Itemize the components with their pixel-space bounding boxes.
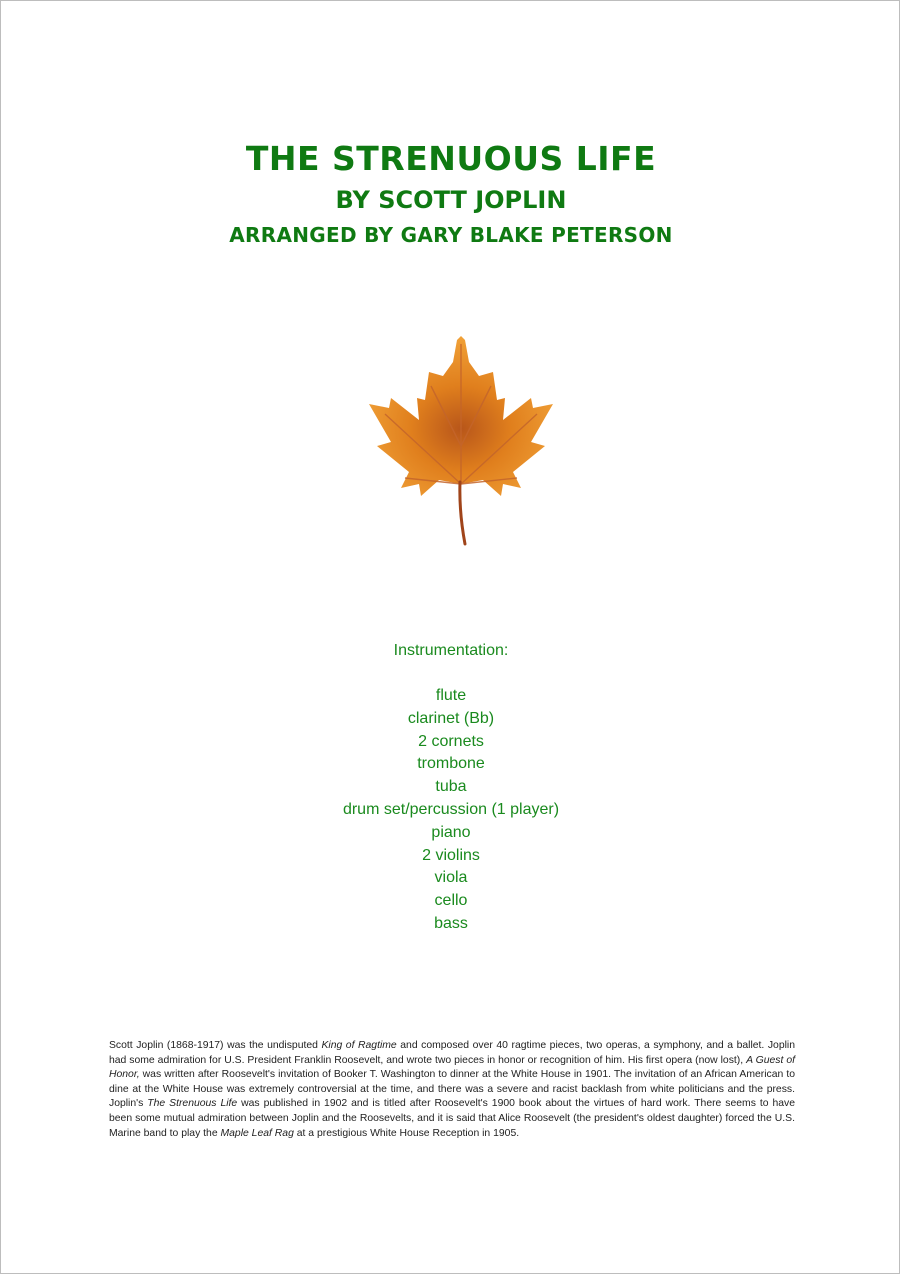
bio-text: was written after Roosevelt's invitation of Booker T. Washington to dinner at the White House in 1901. The invitation of an African American to dine at the White House was extremely controversial at the time, and there was a severe and racist backlash from white politicians and the press. Joplin's [109, 1069, 795, 1110]
bio-italic-guest-of-honor: A Guest of Honor, [109, 1054, 795, 1081]
composer-biography [109, 1039, 795, 1141]
instrument-item: cello [434, 892, 468, 910]
instrumentation-list [1, 685, 900, 936]
instrument-item: flute [435, 687, 467, 704]
composer-line: BY SCOTT JOPLIN [335, 186, 567, 214]
instrument-item: 2 cornets [418, 732, 484, 750]
instrument-item: bass [434, 914, 468, 932]
bio-text: at a prestigious White House Reception in 1905. [293, 1127, 520, 1139]
bio-italic-maple-leaf-rag: Maple Leaf Rag [220, 1127, 294, 1139]
bio-italic-king-of-ragtime: King of Ragtime [321, 1040, 397, 1051]
piece-title: THE STRENUOUS LIFE [245, 139, 657, 178]
bio-text: Scott Joplin (1868-1917) was the undisputed [109, 1040, 322, 1051]
arranger-line: ARRANGED BY GARY BLAKE PETERSON [229, 223, 673, 247]
bio-italic-strenuous-life: The Strenuous Life [147, 1098, 238, 1110]
instrument-item: piano [431, 823, 471, 841]
leaf-stem [460, 482, 465, 544]
instrument-item: trombone [417, 755, 485, 773]
instrument-item: tuba [435, 778, 467, 796]
instrument-item: drum set/percussion (1 player) [342, 800, 560, 818]
bio-text: and composed over 40 ragtime pieces, two operas, a symphony, and a ballet. Joplin had some admiration for U.S. President Franklin Roosevelt, and wrote two pieces in honor or recognition of him. His first opera (now lost), [109, 1040, 795, 1066]
instrument-item: viola [434, 869, 468, 887]
maple-leaf-icon [361, 336, 561, 548]
instrument-item: clarinet (Bb) [407, 709, 495, 727]
instrumentation-heading: Instrumentation: [393, 642, 509, 659]
bio-text: was published in 1902 and is titled after Roosevelt's 1900 book about the virtues of hard work. There seems to have been some mutual admiration between Joplin and the Roosevelts, and it is said that Alice Roosevelt (the president's oldest daughter) forced the U.S. Marine band to play the [109, 1098, 795, 1139]
instrument-item: 2 violins [422, 846, 480, 864]
